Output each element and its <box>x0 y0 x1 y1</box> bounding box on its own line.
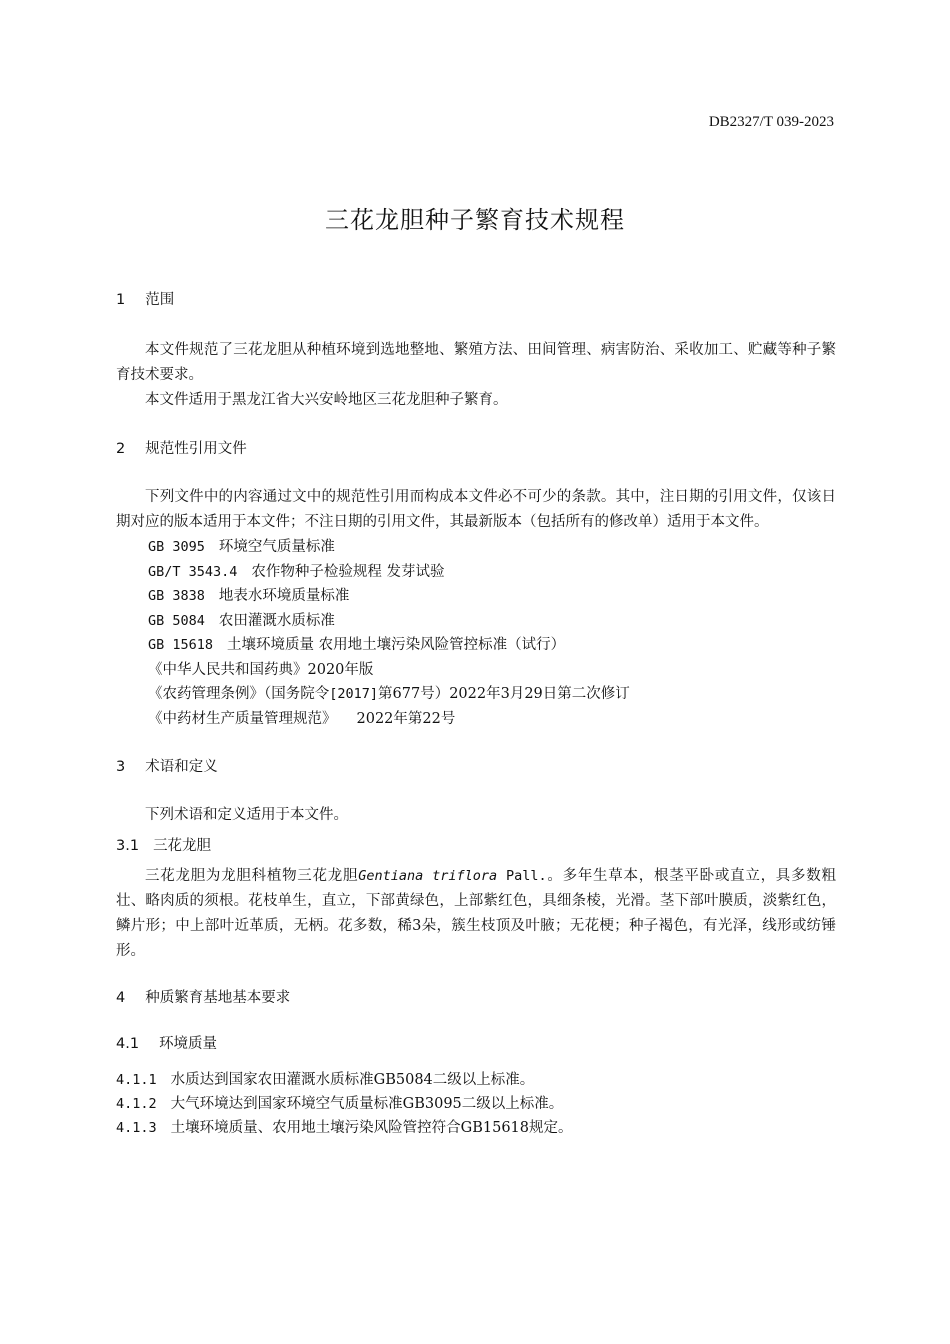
references-intro: 下列文件中的内容通过文中的规范性引用而构成本文件必不可少的条款。其中，注日期的引用文件，仅该日期对应的版本适用于本文件；不注日期的引用文件，其最新版本（包括所有的修改单）适用于本文件。 <box>116 489 836 530</box>
reference-book-part: 2022年第22号 <box>356 710 456 727</box>
reference-book-part: 第677号）2022年3月29日第二次修订 <box>378 686 630 702</box>
reference-item <box>116 633 836 658</box>
reference-book <box>116 707 836 732</box>
clause-number: 4.1.3 <box>116 1120 157 1136</box>
reference-book-part: [2017] <box>329 686 379 702</box>
clause-item <box>116 1068 836 1092</box>
reference-name: 环境空气质量标准 <box>218 539 335 555</box>
definition-text: 。多年生草本，根茎平卧或直立，具多数粗壮、略肉质的须根。花枝单生，直立，下部黄绿色，上部紫红色，具细条棱，光滑。茎下部叶膜质，淡紫红色，鳞片形；中上部叶近革质，无柄。花多数，稀3朵，簇生枝顶及叶腋；无花梗；种子褐色，有光泽，线形或纺锤形。 <box>116 868 836 959</box>
scope-paragraph-2: 本文件适用于黑龙江省大兴安岭地区三花龙胆种子繁育。 <box>145 392 508 408</box>
reference-book-part: 《农药管理条例》（国务院令 <box>148 686 330 702</box>
clause-text: 土壤环境质量、农用地土壤污染风险管控符合GB15618规定。 <box>170 1120 573 1136</box>
section-title: 术语和定义 <box>145 759 218 775</box>
clause-item <box>116 1092 836 1116</box>
section-title: 种质繁育基地基本要求 <box>145 990 291 1006</box>
section-title: 范围 <box>145 292 175 308</box>
term-definition <box>116 864 836 964</box>
term-3-1-heading <box>116 834 836 858</box>
term-number: 3.1 <box>116 838 140 854</box>
document-number: DB2327/T 039-2023 <box>708 114 834 130</box>
reference-book-part: 《中药材生产质量管理规范》 <box>148 710 337 727</box>
reference-book <box>116 682 836 707</box>
definition-text: 三花龙胆为龙胆科植物三花龙胆 <box>145 868 359 884</box>
section-1-heading <box>116 288 836 312</box>
terms-intro: 下列术语和定义适用于本文件。 <box>145 807 348 823</box>
reference-name: 地表水环境质量标准 <box>218 588 350 604</box>
reference-item <box>116 584 836 609</box>
subsection-title: 环境质量 <box>159 1036 218 1052</box>
clause-text: 水质达到国家农田灌溉水质标准GB5084二级以上标准。 <box>170 1072 535 1088</box>
subsection-4-1-heading <box>116 1032 836 1056</box>
reference-code: GB 3095 <box>148 539 205 555</box>
reference-code: GB 3838 <box>148 588 205 604</box>
document-title: 三花龙胆种子繁育技术规程 <box>325 206 625 234</box>
section-number: 1 <box>116 292 126 308</box>
reference-name: 农作物种子检验规程 发芽试验 <box>251 563 445 580</box>
clause-number: 4.1.1 <box>116 1072 157 1088</box>
section-title: 规范性引用文件 <box>145 441 247 457</box>
author-abbrev: Pall. <box>497 868 547 884</box>
clause-text: 大气环境达到国家环境空气质量标准GB3095二级以上标准。 <box>170 1096 564 1112</box>
section-number: 2 <box>116 441 126 457</box>
clause-number: 4.1.2 <box>116 1096 157 1112</box>
reference-item <box>116 609 836 634</box>
reference-item <box>116 535 836 560</box>
section-number: 3 <box>116 759 126 775</box>
reference-code: GB 5084 <box>148 612 205 629</box>
document-body <box>116 288 836 1140</box>
reference-name: 土壤环境质量 农用地土壤污染风险管控标准（试行） <box>227 637 566 653</box>
scope-paragraph-1: 本文件规范了三花龙胆从种植环境到选地整地、繁殖方法、田间管理、病害防治、采收加工、贮藏等种子繁育技术要求。 <box>116 342 836 383</box>
latin-name: Gentiana triflora <box>358 868 498 884</box>
section-number: 4 <box>116 990 126 1006</box>
subsection-number: 4.1 <box>116 1036 140 1052</box>
section-4-heading <box>116 986 836 1010</box>
term-title: 三花龙胆 <box>153 838 212 854</box>
clause-item <box>116 1116 836 1140</box>
reference-book: 《中华人民共和国药典》2020年版 <box>148 661 374 678</box>
reference-code: GB/T 3543.4 <box>148 563 238 580</box>
reference-name: 农田灌溉水质标准 <box>218 612 335 629</box>
section-2-heading <box>116 437 836 461</box>
reference-item <box>116 560 836 585</box>
section-3-heading <box>116 755 836 779</box>
reference-code: GB 15618 <box>148 637 214 653</box>
